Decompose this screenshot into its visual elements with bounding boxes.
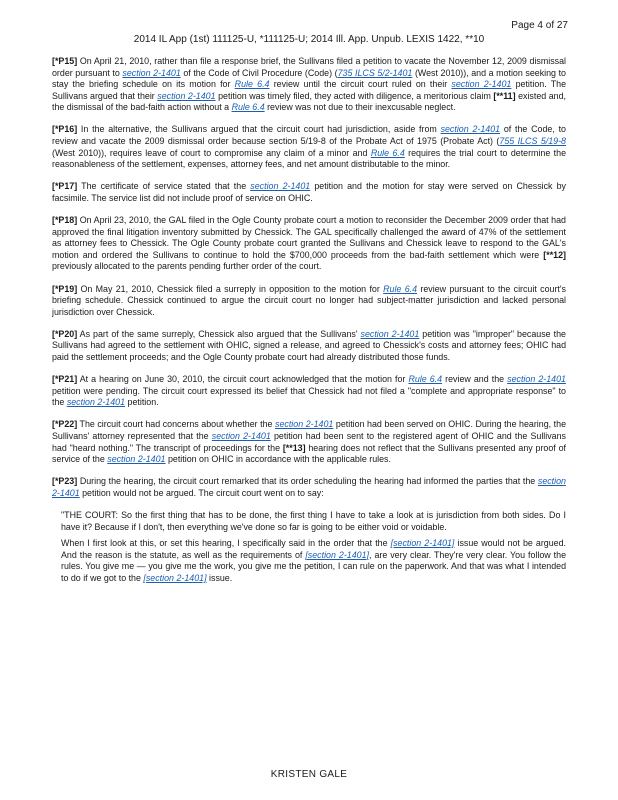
statute-link[interactable]: section 2-1401: [157, 90, 216, 101]
opinion-paragraph: [52, 181, 566, 204]
paragraph-text: The certificate of service stated that the: [77, 181, 251, 192]
statute-link[interactable]: section 2-1401: [52, 476, 566, 498]
paragraph-pin-cite: [*P17]: [52, 181, 78, 192]
paragraph-text: petition and the motion for stay were served on Chessick by facsimile. The service list did not include proof of service on OHIC.: [52, 181, 566, 203]
paragraph-pin-cite: [*P20]: [52, 328, 78, 339]
statute-link[interactable]: section 2-1401: [250, 181, 311, 192]
paragraph-text: petition on OHIC in accordance with the applicable rules.: [165, 454, 391, 465]
paragraph-pin-cite: [*P21]: [52, 374, 78, 385]
paragraph-pin-cite: [*P19]: [52, 283, 78, 294]
paragraph-text: review pursuant to the circuit court's briefing schedule. Chessick continued to argue the circuit court no longer had subject-matter jurisdiction and lacked personal jurisdiction over Chessick.: [52, 283, 566, 317]
statute-link[interactable]: 755 ILCS 5/19-8: [499, 136, 566, 147]
statute-link[interactable]: Rule 6.4: [383, 283, 418, 294]
paragraph-pin-cite: [*P23]: [52, 476, 78, 487]
paragraph-text: (West 2010)), and a motion seeking to stay the briefing schedule on its motion for: [52, 67, 566, 90]
paragraph-text: petition had been sent to the registered agent of OHIC and the Sullivans had "heard nothing." The transcript of proceedings for the: [52, 430, 566, 453]
statute-link[interactable]: section 2-1401: [360, 328, 420, 339]
paragraph-text: review until the circuit court ruled on their: [269, 79, 452, 90]
paragraph-text: issue would not be argued. And the reason is the statute, as well as the requirements of: [61, 538, 566, 560]
opinion-paragraph: [52, 284, 566, 319]
opinion-paragraph: [52, 329, 566, 364]
paragraph-text: review and the: [442, 374, 508, 385]
statute-link[interactable]: [section 2-1401]: [143, 572, 207, 583]
paragraph-text: (West 2010)), requires leave of court to compromise any claim of a minor and: [52, 147, 371, 158]
opinion-paragraph: [52, 124, 566, 170]
paragraph-text: of the Code, to review and vacate the 2009 dismissal order because section 5/19-8 of the Probate Act of 1975 (Probate Act) (: [52, 124, 566, 147]
page-pin-cite: [**13]: [282, 442, 306, 453]
document-citation: 2014 IL App (1st) 111125-U, *111125-U; 2014 Ill. App. Unpub. LEXIS 1422, **10: [133, 34, 485, 45]
paragraph-text: The circuit court had concerns about whether the: [77, 419, 276, 430]
page-number: Page 4 of 27: [511, 20, 568, 31]
paragraph-text: issue.: [206, 572, 233, 583]
paragraph-text: When I first look at this, or set this hearing, I specifically said in the order that the: [61, 538, 391, 549]
statute-link[interactable]: Rule 6.4: [231, 102, 265, 113]
paragraph-text: As part of the same surreply, Chessick also argued that the Sullivans': [77, 328, 361, 339]
paragraph-text: At a hearing on June 30, 2010, the circuit court acknowledged that the motion for: [77, 374, 409, 385]
opinion-paragraph: [52, 476, 566, 499]
page-pin-cite: [**12]: [543, 249, 566, 260]
paragraph-text: petition was timely filed, they acted with diligence, a meritorious claim: [215, 90, 494, 101]
paragraph-text: In the alternative, the Sullivans argued that the circuit court had jurisdiction, aside from: [77, 124, 441, 135]
statute-link[interactable]: Rule 6.4: [234, 79, 270, 90]
paragraph-text: petition were pending. The circuit court expressed its belief that Chessick had not filed a "complete and appropriate response" to the: [52, 385, 566, 408]
paragraph-text: petition. The Sullivans argued that their: [52, 79, 567, 101]
statute-link[interactable]: [section 2-1401]: [390, 538, 455, 549]
quote-paragraph: [61, 510, 566, 533]
opinion-paragraph: [52, 419, 566, 465]
statute-link[interactable]: section 2-1401: [66, 397, 126, 408]
paragraph-text: hearing does not reflect that the Sullivans presented any proof of service of the: [52, 442, 566, 465]
statute-link[interactable]: Rule 6.4: [408, 374, 443, 385]
paragraph-pin-cite: [*P22]: [52, 419, 78, 430]
statute-link[interactable]: section 2-1401: [211, 430, 271, 441]
statute-link[interactable]: section 2-1401: [275, 419, 334, 430]
statute-link[interactable]: section 2-1401: [122, 67, 181, 78]
paragraph-list: [52, 56, 566, 499]
statute-link[interactable]: section 2-1401: [451, 79, 512, 90]
paragraph-text: "THE COURT: So the first thing that has to be done, the first thing I have to take a look at is jurisdiction from both sides. Do I have it? Because if I don't, then everything we've done so far is going to be either void or voidable.: [61, 509, 566, 532]
footer-name: KRISTEN GALE: [270, 769, 348, 780]
paragraph-text: petition was "improper" because the Sullivans had agreed to the settlement with OHIC, signed a release, and agreed to Chessick's costs and attorney fees; OHIC had paid the settlement proceeds; and the Ogle County probate court had already distributed those funds.: [52, 328, 566, 362]
page-pin-cite: [**11]: [493, 90, 516, 101]
quote-paragraph: [61, 538, 566, 584]
paragraph-text: previously allocated to the parents pending further order of the court.: [52, 261, 322, 272]
paragraph-pin-cite: [*P16]: [52, 124, 78, 135]
paragraph-pin-cite: [*P15]: [52, 56, 78, 66]
paragraph-text: petition had been served on OHIC. During the hearing, the Sullivans' attorney represented that the: [52, 419, 566, 441]
paragraph-text: , are very clear. They're very clear. You follow the rules. You give me — you give me the work, you give me the petition, I can rule on the paperwork. And that was what I intended to do if we got to the: [61, 549, 566, 583]
paragraph-text: On May 21, 2010, Chessick filed a surreply in opposition to the motion for: [77, 283, 384, 294]
paragraph-text: of the Code of Civil Procedure (Code) (: [180, 67, 338, 78]
paragraph-text: On April 21, 2010, rather than file a response brief, the Sullivans filed a petition to vacate the November 12, 2009 dismissal order pursuant to: [52, 56, 566, 78]
opinion-body: [52, 56, 566, 589]
statute-link[interactable]: [section 2-1401]: [305, 549, 370, 560]
statute-link[interactable]: section 2-1401: [107, 454, 166, 465]
statute-link[interactable]: 735 ILCS 5/2-1401: [337, 67, 413, 78]
paragraph-text: petition would not be argued. The circuit court went on to say:: [79, 487, 324, 498]
paragraph-text: petition.: [125, 397, 159, 408]
opinion-paragraph: [52, 215, 566, 273]
statute-link[interactable]: Rule 6.4: [370, 147, 405, 158]
paragraph-text: During the hearing, the circuit court remarked that its order scheduling the hearing had informed the parties that the: [77, 476, 538, 487]
paragraph-text: review was not due to their inexcusable neglect.: [264, 102, 456, 113]
statute-link[interactable]: section 2-1401: [440, 124, 501, 135]
paragraph-text: On April 23, 2010, the GAL filed in the Ogle County probate court a motion to reconsider the December 2009 order that had approved the final litigation inventory submitted by Chessick. The GAL specifically challenged the award of 47% of the settlement as attorney fees to Chessick. The Ogle County probate court granted the Sullivans and Chessick leave to respond to the GAL's motion and ordered the Sullivans to continue to hold the $700,000 proceeds from the bad-faith settlement which were: [52, 215, 566, 260]
paragraph-text: existed and, the dismissal of the bad-faith action without a: [52, 90, 567, 113]
paragraph-text: requires the trial court to determine the reasonableness of the settlement, expenses, attorney fees, and net amount distributable to the minor.: [52, 147, 567, 170]
court-quote: [52, 510, 566, 585]
statute-link[interactable]: section 2-1401: [507, 374, 566, 385]
opinion-paragraph: [52, 374, 566, 409]
opinion-paragraph: [52, 56, 566, 114]
paragraph-pin-cite: [*P18]: [52, 215, 78, 226]
